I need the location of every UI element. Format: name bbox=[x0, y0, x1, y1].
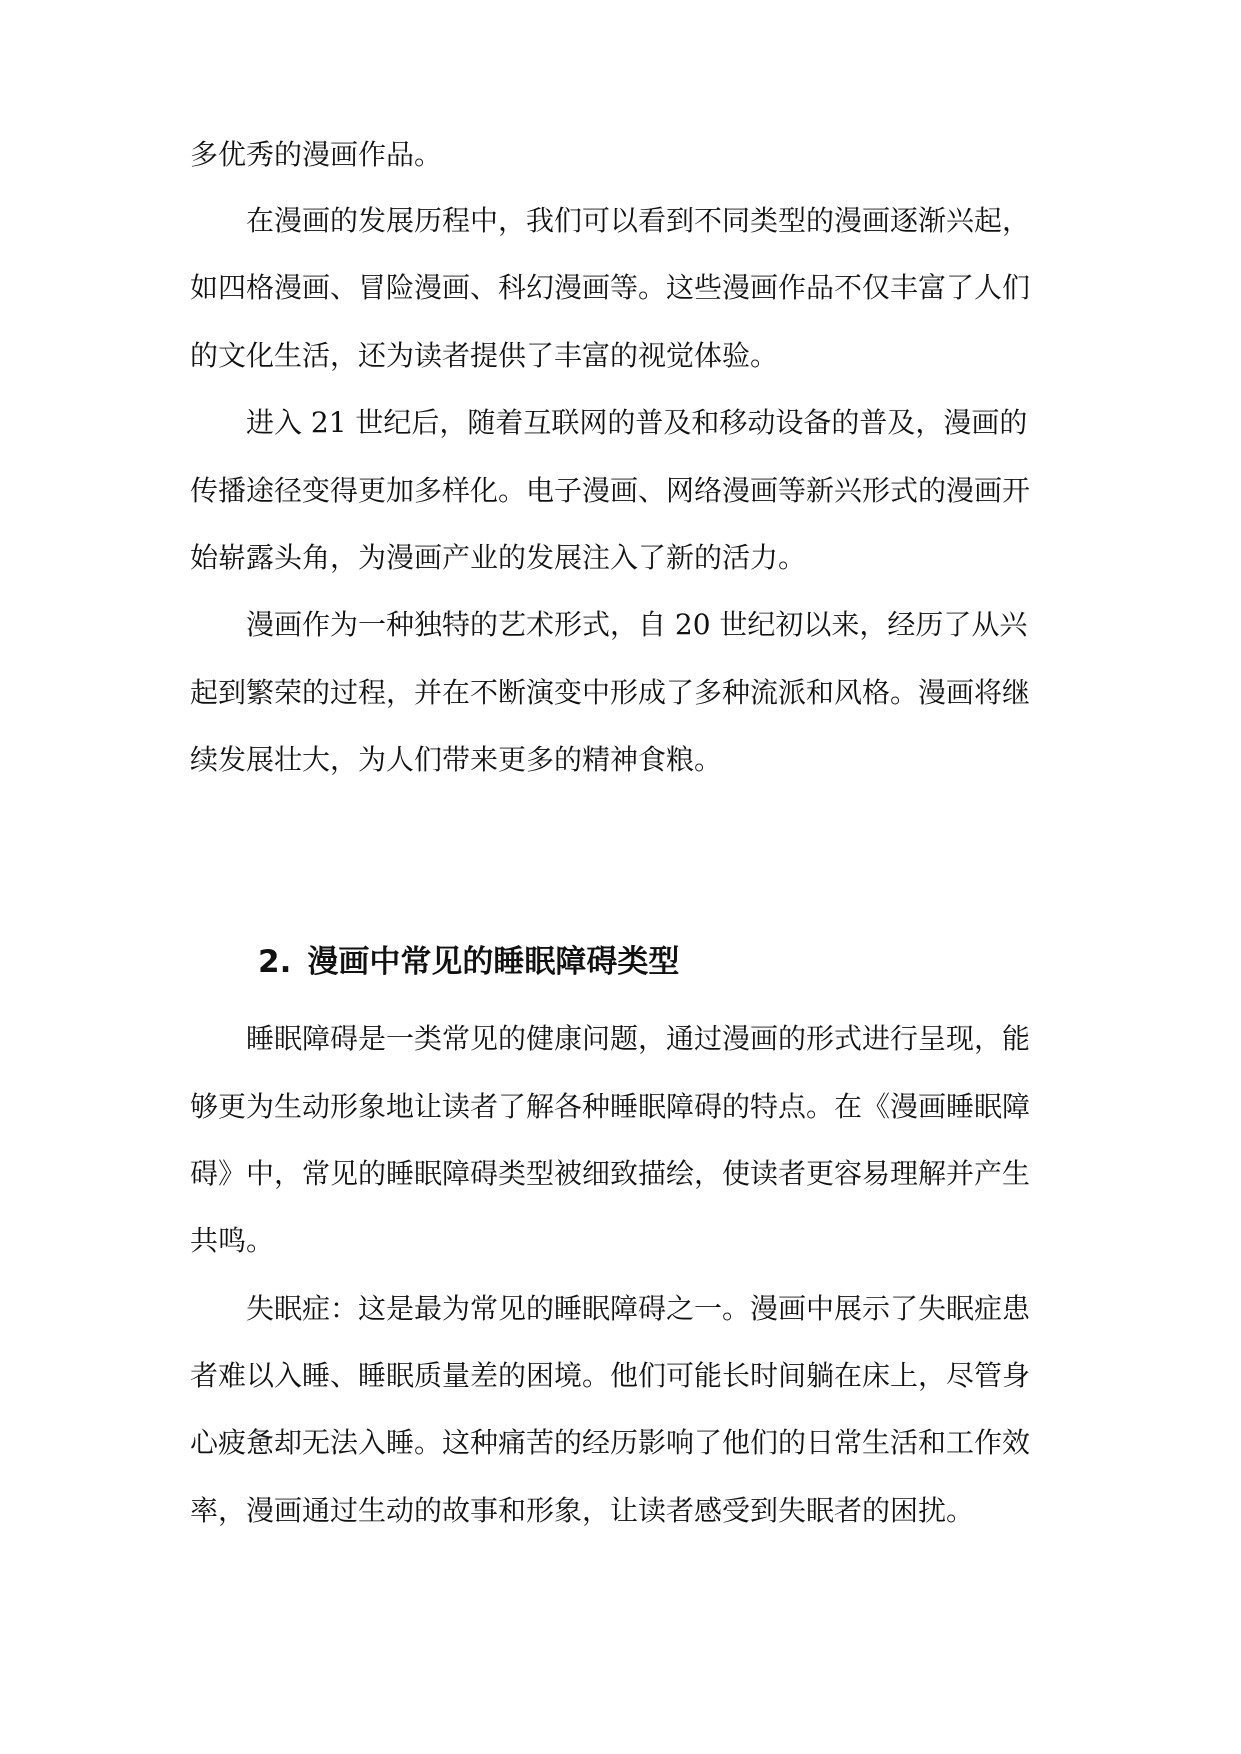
paragraph-line: 漫画作为一种独特的艺术形式，自 20 世纪初以来，经历了从兴 bbox=[246, 608, 1028, 641]
section-heading bbox=[258, 942, 679, 982]
paragraph-line: 多优秀的漫画作品。 bbox=[190, 138, 443, 171]
paragraph-line: 在漫画的发展历程中，我们可以看到不同类型的漫画逐渐兴起， bbox=[246, 204, 1031, 237]
paragraph-line: 共鸣。 bbox=[190, 1224, 275, 1257]
paragraph-line: 始崭露头角，为漫画产业的发展注入了新的活力。 bbox=[190, 541, 807, 574]
paragraph-line: 传播途径变得更加多样化。电子漫画、网络漫画等新兴形式的漫画开 bbox=[190, 474, 1031, 507]
paragraph-line: 起到繁荣的过程，并在不断演变中形成了多种流派和风格。漫画将继 bbox=[190, 676, 1031, 709]
paragraph-line: 的文化生活，还为读者提供了丰富的视觉体验。 bbox=[190, 339, 779, 372]
paragraph-line: 碍》中，常见的睡眠障碍类型被细致描绘，使读者更容易理解并产生 bbox=[190, 1157, 1031, 1190]
section-number: 2. bbox=[258, 944, 292, 980]
paragraph-line: 够更为生动形象地让读者了解各种睡眠障碍的特点。在《漫画睡眠障 bbox=[190, 1090, 1031, 1123]
paragraph-line: 睡眠障碍是一类常见的健康问题，通过漫画的形式进行呈现，能 bbox=[246, 1022, 1031, 1055]
paragraph-line: 失眠症：这是最为常见的睡眠障碍之一。漫画中展示了失眠症患 bbox=[246, 1292, 1031, 1325]
paragraph-line: 续发展壮大，为人们带来更多的精神食粮。 bbox=[190, 743, 723, 776]
paragraph-line: 心疲惫却无法入睡。这种痛苦的经历影响了他们的日常生活和工作效 bbox=[190, 1426, 1031, 1459]
paragraph-line: 者难以入睡、睡眠质量差的困境。他们可能长时间躺在床上，尽管身 bbox=[190, 1359, 1031, 1392]
paragraph-line: 如四格漫画、冒险漫画、科幻漫画等。这些漫画作品不仅丰富了人们 bbox=[190, 271, 1031, 304]
paragraph-line: 进入 21 世纪后，随着互联网的普及和移动设备的普及，漫画的 bbox=[246, 406, 1028, 439]
section-title: 漫画中常见的睡眠障碍类型 bbox=[307, 944, 680, 980]
paragraph-line: 率，漫画通过生动的故事和形象，让读者感受到失眠者的困扰。 bbox=[190, 1494, 975, 1527]
